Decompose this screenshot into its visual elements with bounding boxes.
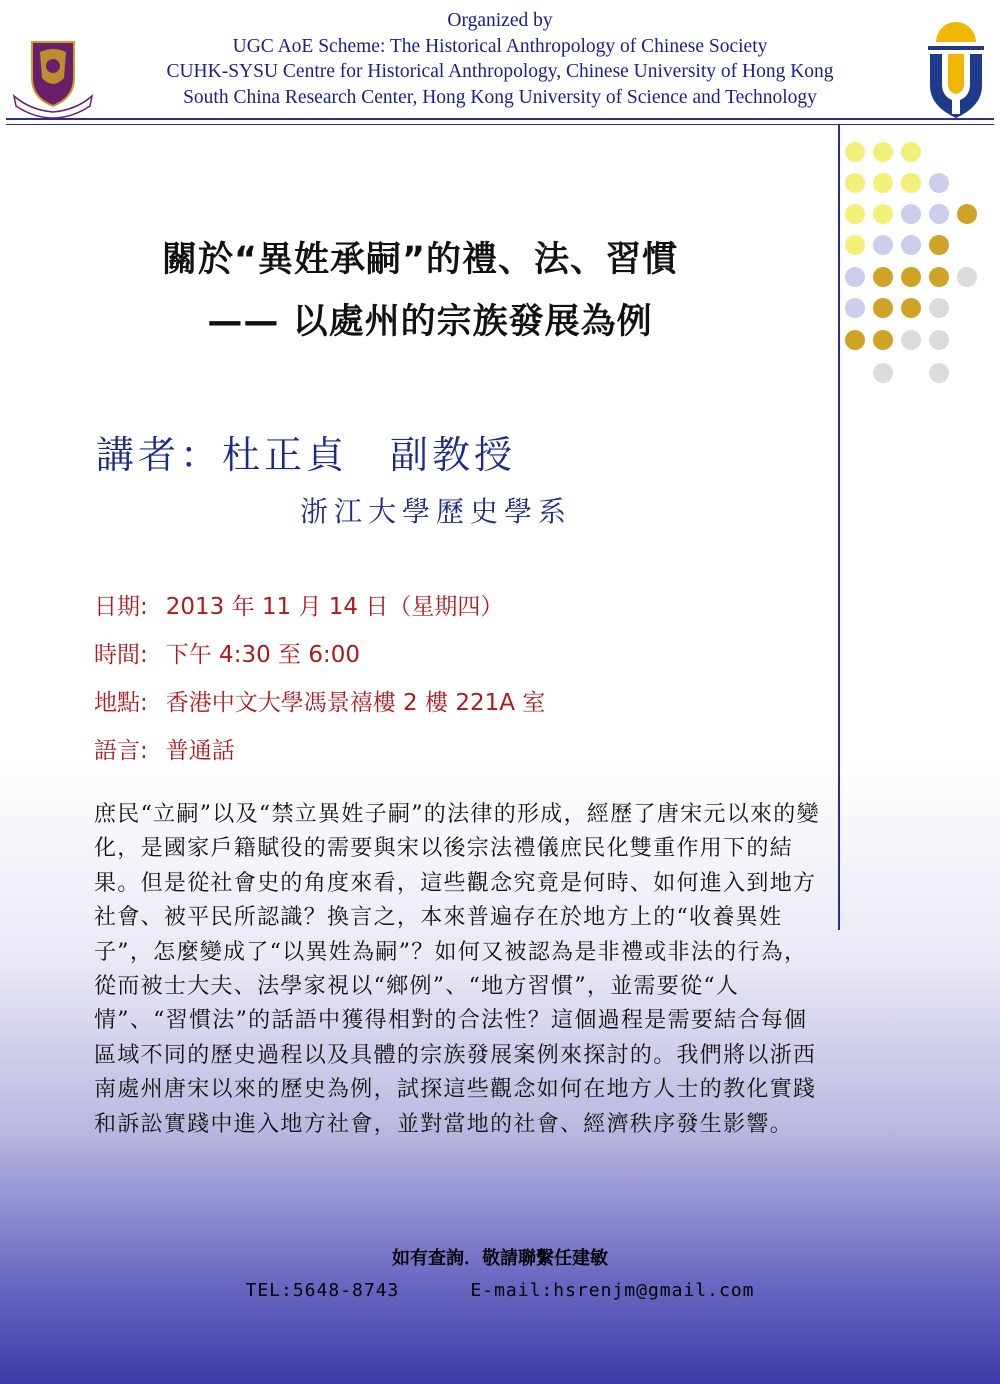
talk-title-line-1: 關於“異姓承嗣”的禮、法、習慣 [161, 240, 678, 280]
decorative-dot [845, 235, 865, 255]
language-row [94, 732, 235, 765]
organizer-line-1: UGC AoE Scheme: The Historical Anthropology of Chinese Society [232, 35, 768, 57]
decorative-dot [901, 267, 921, 287]
decorative-dot [929, 363, 949, 383]
decorative-dot [929, 204, 949, 224]
decorative-dot [873, 363, 893, 383]
decorative-dot [873, 204, 893, 224]
decorative-dot [901, 235, 921, 255]
date-row [94, 588, 503, 621]
decorative-dot [845, 204, 865, 224]
venue-value: 香港中文大學馮景禧樓 2 樓 221A 室 [165, 690, 546, 716]
language-value: 普通話 [165, 738, 235, 764]
header-rule-thin [6, 124, 994, 125]
date-label: 日期: [94, 594, 148, 620]
time-label: 時間: [94, 642, 148, 668]
speaker-department: 浙江大學歷史學系 [300, 495, 573, 528]
contact-line: 如有查詢．敬請聯繫任建敏 [392, 1248, 608, 1269]
time-row [94, 636, 360, 669]
decorative-dot [845, 267, 865, 287]
decorative-dot [901, 173, 921, 193]
decorative-dot [873, 298, 893, 318]
organized-by-label: Organized by [447, 10, 553, 31]
time-value: 下午 4:30 至 6:00 [165, 642, 360, 668]
decorative-dot [957, 204, 977, 224]
hkust-logo [922, 22, 990, 120]
language-label: 語言: [94, 738, 148, 764]
decorative-dot [845, 142, 865, 162]
decorative-dot [901, 142, 921, 162]
decorative-dot [957, 267, 977, 287]
venue-row [94, 684, 545, 717]
decorative-dot [929, 330, 949, 350]
organizer-block [130, 8, 870, 110]
decorative-dot [901, 298, 921, 318]
decorative-dot [873, 173, 893, 193]
talk-title-line-2: —— 以處州的宗族發展為例 [207, 302, 653, 342]
decorative-dot [929, 298, 949, 318]
decorative-dot [873, 142, 893, 162]
header-rule-thick [6, 118, 994, 120]
decorative-dot [929, 235, 949, 255]
decorative-dot [929, 267, 949, 287]
abstract-paragraph: 庶民“立嗣”以及“禁立異姓子嗣”的法律的形成，經歷了唐宋元以來的變化，是國家戶籍賦役的需要與宋以後宗法禮儀庶民化雙重作用下的結果。但是從社會史的角度來看，這些觀念究竟是何時、如何進入到地方社會、被平民所認識？換言之，本來普遍存在於地方上的“收養異姓子”，怎麼變成了“以異姓為嗣”？如何又被認為是非禮或非法的行為，從而被士大夫、法學家視以“鄉例”、“地方習慣”，並需要從“人情”、“習慣法”的話語中獲得相對的合法性？這個過程是需要結合每個區域不同的歷史過程以及具體的宗族發展案例來探討的。我們將以浙西南處州唐宋以來的歷史為例，試探這些觀念如何在地方人士的教化實踐和訴訟實踐中進入地方社會，並對當地的社會、經濟秩序發生影響。 [94, 802, 820, 1137]
contact-details: TEL:5648-8743 E-mail:hsrenjm@gmail.com [245, 1280, 755, 1301]
organizer-line-3: South China Research Center, Hong Kong University of Science and Technology [183, 86, 817, 108]
decorative-dot [845, 173, 865, 193]
header [0, 0, 1000, 125]
decorative-dot [873, 267, 893, 287]
venue-label: 地點: [94, 690, 148, 716]
decorative-dot [873, 330, 893, 350]
organizer-line-2: CUHK-SYSU Centre for Historical Anthropology, Chinese University of Hong Kong [166, 61, 834, 82]
cuhk-crest-logo [10, 38, 96, 118]
date-value: 2013 年 11 月 14 日（星期四） [165, 594, 504, 620]
decorative-dot [901, 204, 921, 224]
decorative-dot [929, 173, 949, 193]
speaker-name: 講者：杜正貞 副教授 [96, 433, 517, 477]
decorative-dot [873, 235, 893, 255]
decorative-dot [901, 330, 921, 350]
